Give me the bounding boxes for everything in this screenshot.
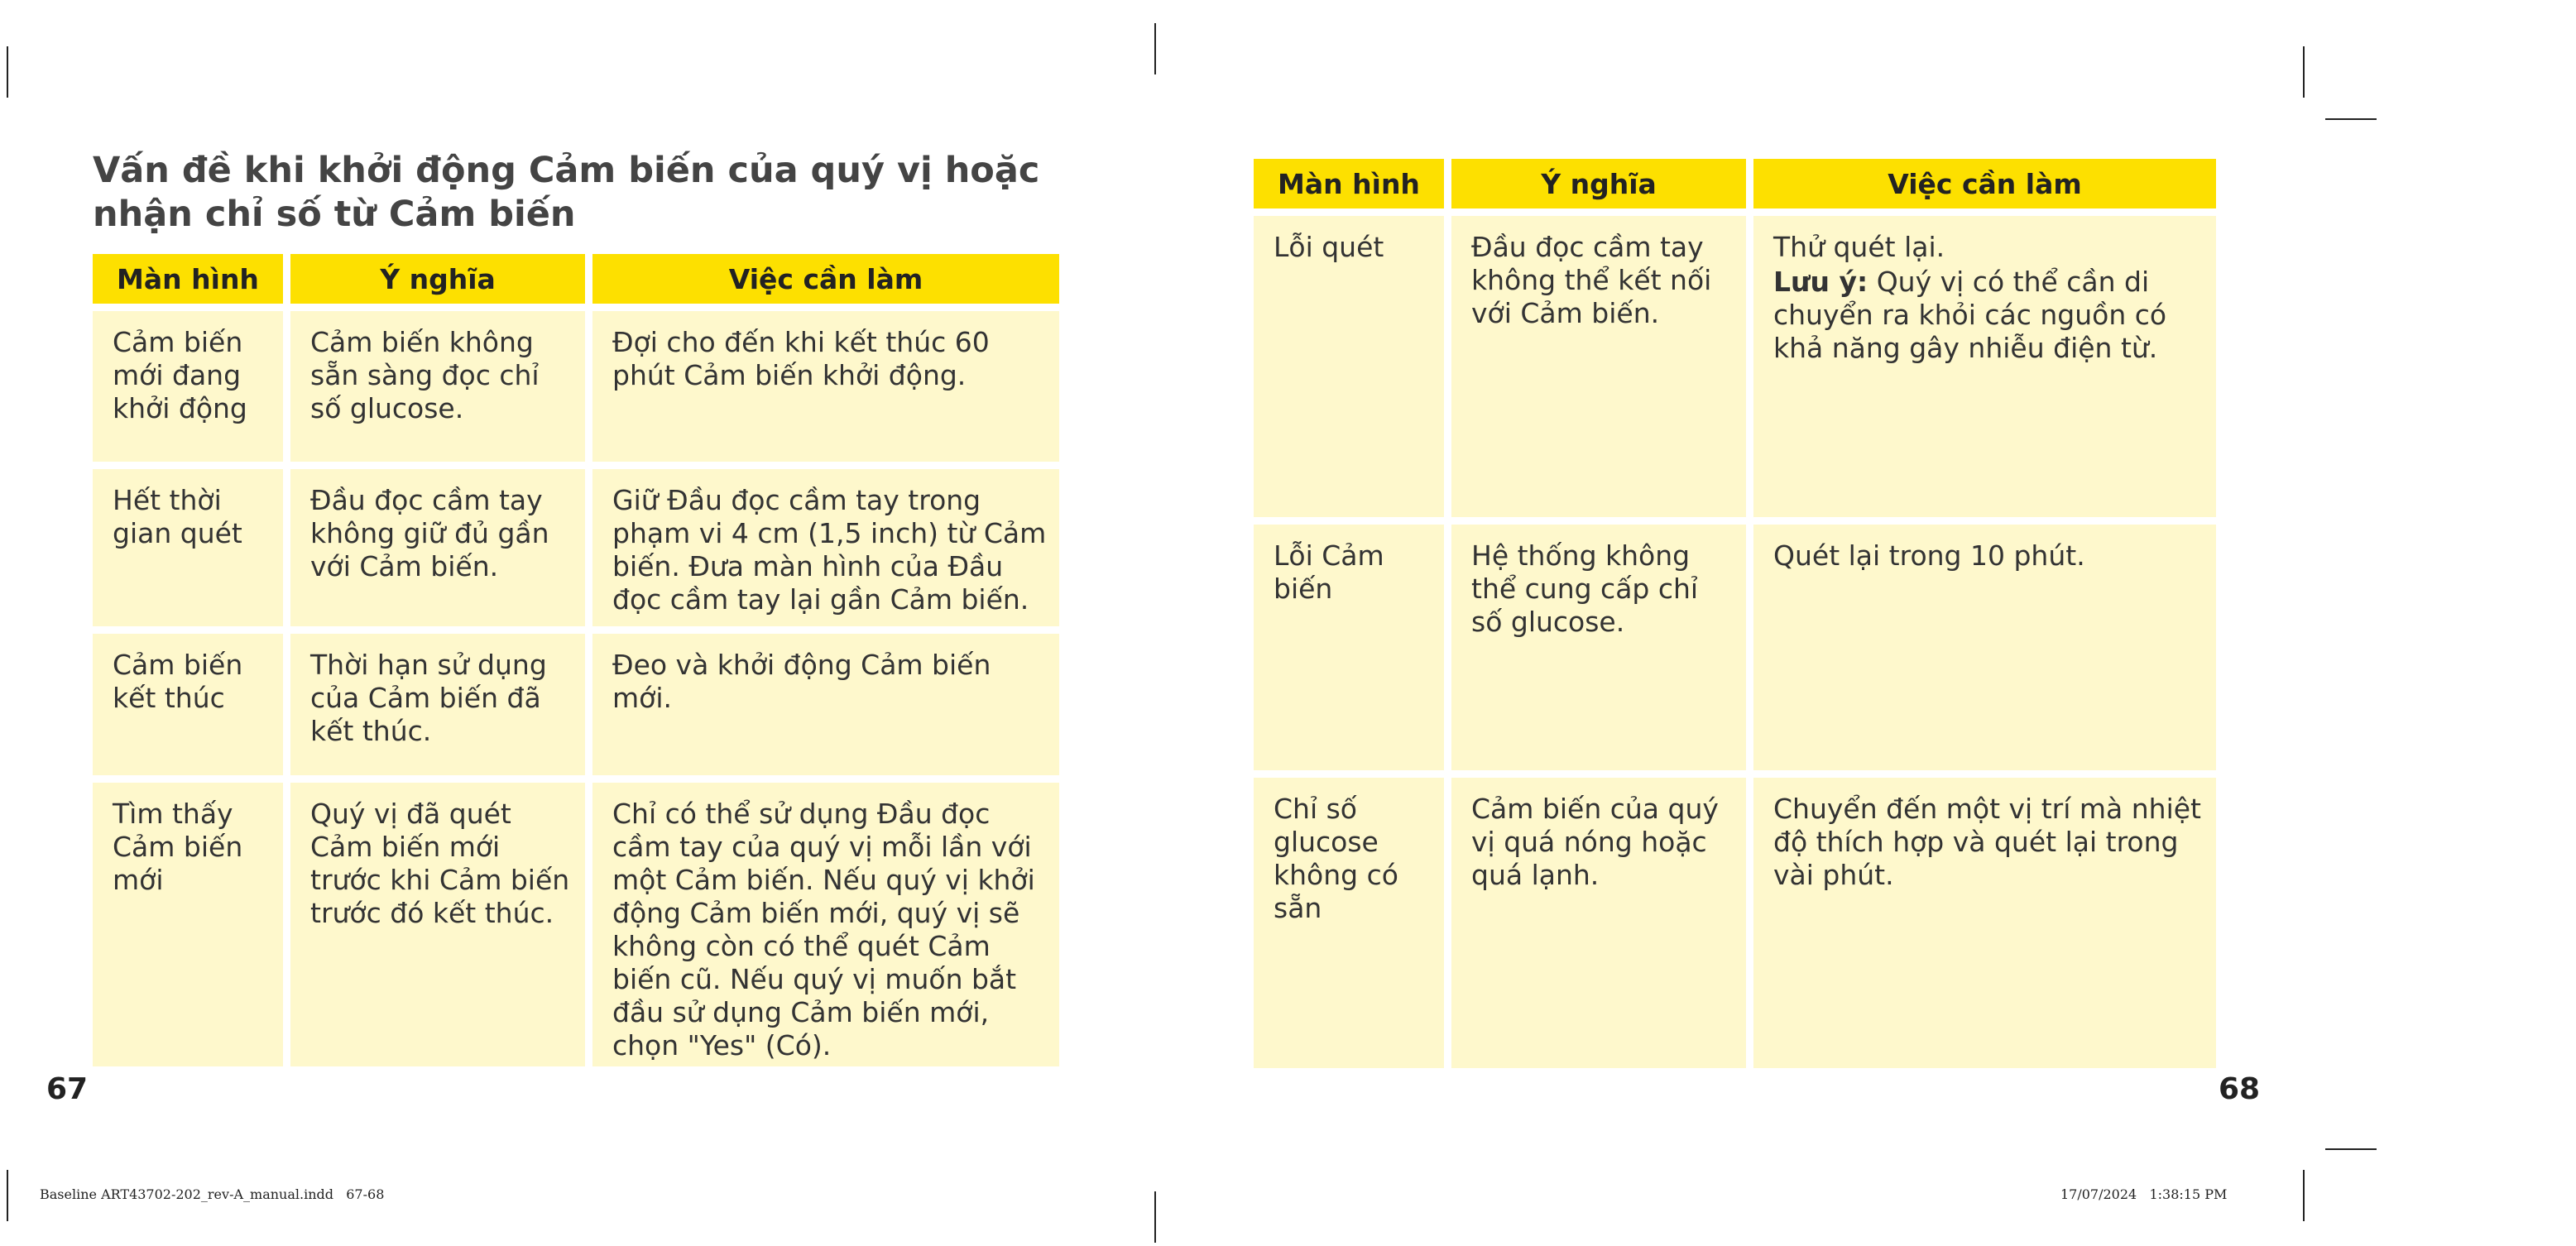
crop-mark <box>2303 1170 2305 1221</box>
column-header-screen: Màn hình <box>93 254 283 304</box>
page-number: 67 <box>46 1072 89 1106</box>
table-header-row <box>93 254 1059 304</box>
cell-meaning: Cảm biến không sẵn sàng đọc chỉ số glucose. <box>290 304 585 462</box>
crop-mark <box>1154 23 1156 74</box>
table-row <box>1254 770 2216 1068</box>
cell-screen: Hết thời gian quét <box>93 462 283 626</box>
print-timestamp: 17/07/2024 1:38:15 PM <box>2060 1186 2228 1202</box>
cell-action: Chuyển đến một vị trí mà nhiệt độ thích hợp và quét lại trong vài phút. <box>1753 770 2216 1068</box>
crop-mark <box>2325 1148 2377 1150</box>
column-header-meaning: Ý nghĩa <box>1451 159 1746 208</box>
table-row <box>93 626 1059 775</box>
cell-action: Đeo và khởi động Cảm biến mới. <box>592 626 1059 775</box>
note-text: Quý vị có thể cần di chuyển ra khỏi các nguồn có khả năng gây nhiễu điện từ. <box>1773 266 2167 364</box>
note <box>1773 266 2206 365</box>
table-header-row <box>1254 159 2216 208</box>
cell-meaning: Quý vị đã quét Cảm biến mới trước khi Cảm biến trước đó kết thúc. <box>290 775 585 1066</box>
table-row <box>93 304 1059 462</box>
crop-mark <box>7 46 8 98</box>
cell-action: Đợi cho đến khi kết thúc 60 phút Cảm biến khởi động. <box>592 304 1059 462</box>
cell-screen: Chỉ số glucose không có sẵn <box>1254 770 1444 1068</box>
page-title: Vấn đề khi khởi động Cảm biến của quý vị hoặc nhận chỉ số từ Cảm biến <box>93 150 1040 235</box>
action-text: Thử quét lại. <box>1773 231 1945 263</box>
cell-screen: Lỗi quét <box>1254 208 1444 517</box>
cell-meaning: Đầu đọc cầm tay không giữ đủ gần với Cảm biến. <box>290 462 585 626</box>
crop-mark <box>2303 46 2305 98</box>
cell-screen: Cảm biến mới đang khởi động <box>93 304 283 462</box>
table-row <box>1254 517 2216 770</box>
column-header-action: Việc cần làm <box>1753 159 2216 208</box>
troubleshooting-table-left <box>85 254 1067 1066</box>
column-header-meaning: Ý nghĩa <box>290 254 585 304</box>
cell-action: Chỉ có thể sử dụng Đầu đọc cầm tay của quý vị mỗi lần với một Cảm biến. Nếu quý vị khởi động Cảm biến mới, quý vị sẽ không còn có thể quét Cảm biến cũ. Nếu quý vị muốn bắt đầu sử dụng Cảm biến mới, chọn "Yes" (Có). <box>592 775 1059 1066</box>
column-header-screen: Màn hình <box>1254 159 1444 208</box>
cell-screen: Cảm biến kết thúc <box>93 626 283 775</box>
column-header-action: Việc cần làm <box>592 254 1059 304</box>
file-slug: Baseline ART43702-202_rev-A_manual.indd 67-68 <box>40 1186 385 1202</box>
cell-screen: Tìm thấy Cảm biến mới <box>93 775 283 1066</box>
table-row <box>93 775 1059 1066</box>
troubleshooting-table-right <box>1246 159 2223 1068</box>
cell-meaning: Đầu đọc cầm tay không thể kết nối với Cảm biến. <box>1451 208 1746 517</box>
table-row <box>93 462 1059 626</box>
cell-action: Giữ Đầu đọc cầm tay trong phạm vi 4 cm (1,5 inch) từ Cảm biến. Đưa màn hình của Đầu đọc cầm tay lại gần Cảm biến. <box>592 462 1059 626</box>
cell-meaning: Cảm biến của quý vị quá nóng hoặc quá lạnh. <box>1451 770 1746 1068</box>
cell-meaning: Thời hạn sử dụng của Cảm biến đã kết thúc. <box>290 626 585 775</box>
table-row <box>1254 208 2216 517</box>
page-number: 68 <box>2219 1072 2261 1106</box>
note-label: Lưu ý: <box>1773 266 1868 298</box>
cell-action <box>1753 208 2216 517</box>
cell-meaning: Hệ thống không thể cung cấp chỉ số glucose. <box>1451 517 1746 770</box>
crop-mark <box>7 1170 8 1221</box>
cell-action: Quét lại trong 10 phút. <box>1753 517 2216 770</box>
cell-screen: Lỗi Cảm biến <box>1254 517 1444 770</box>
crop-mark <box>1154 1191 1156 1243</box>
crop-mark <box>2325 118 2377 120</box>
